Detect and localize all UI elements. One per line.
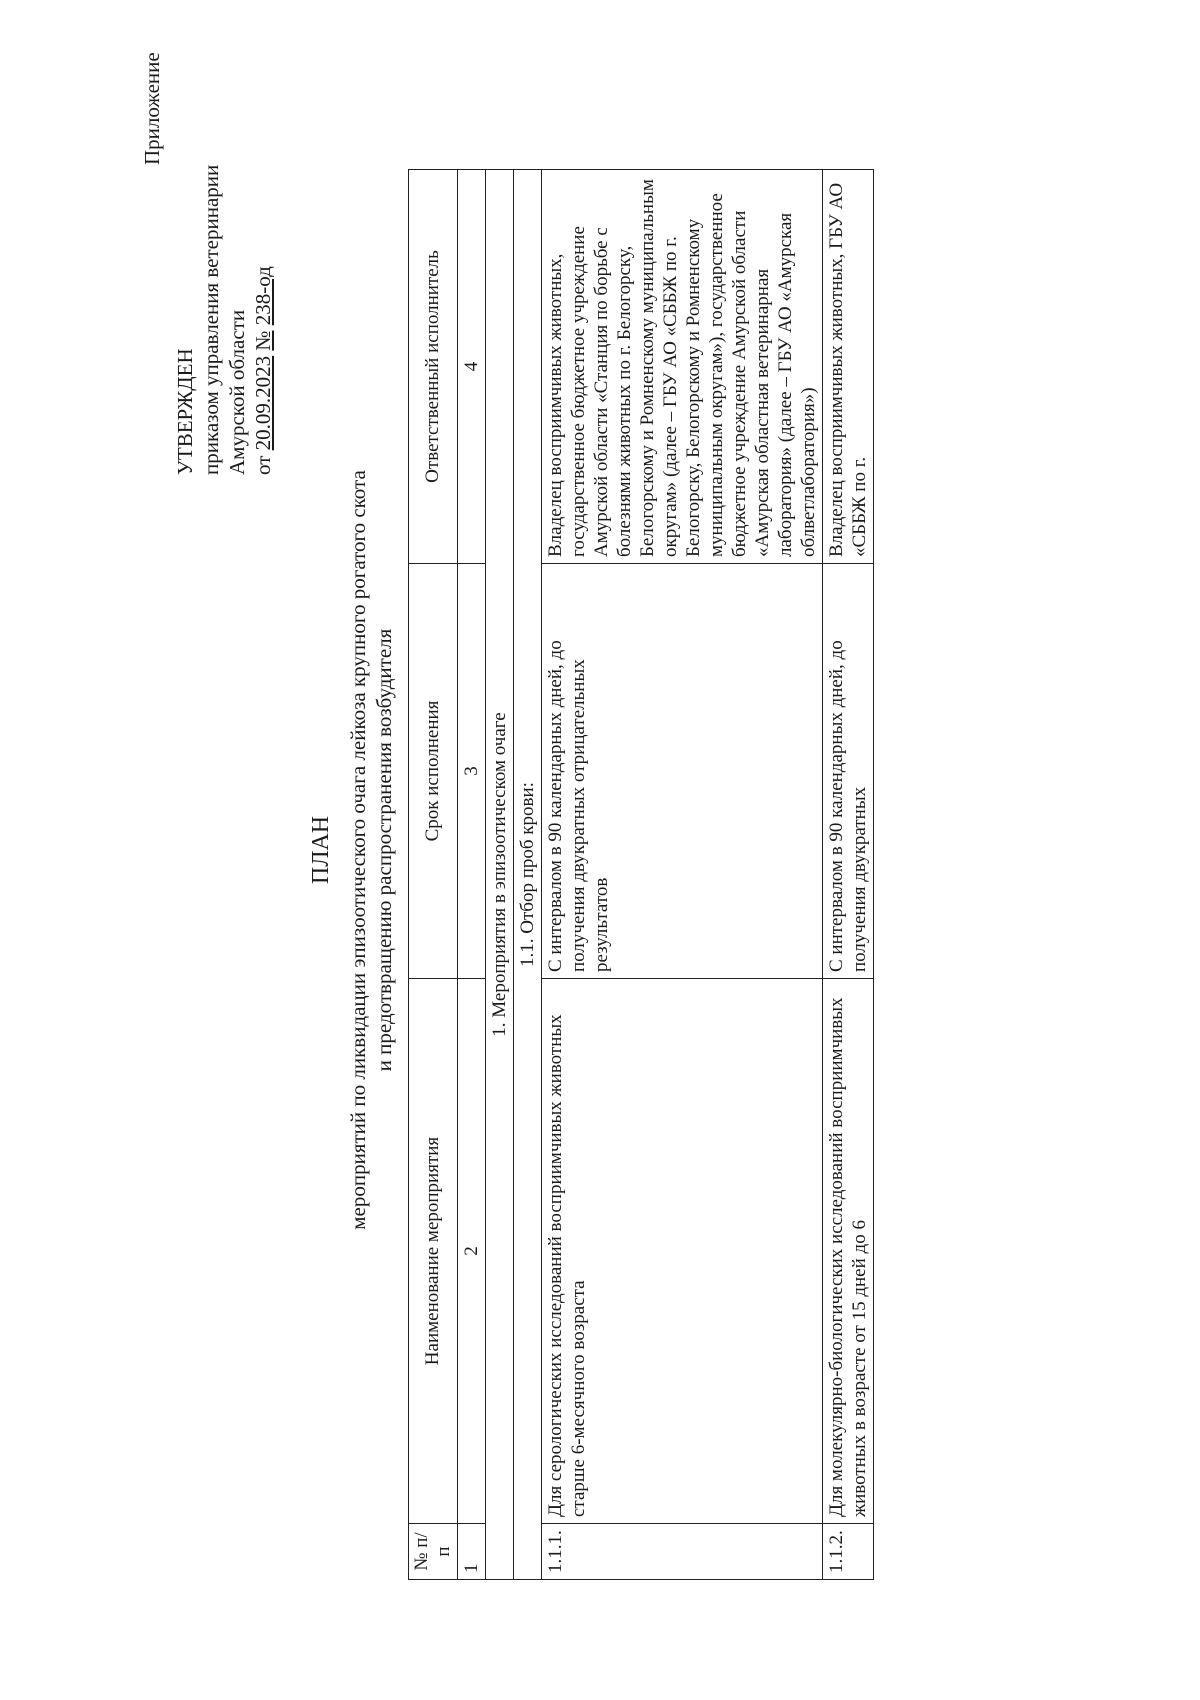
header-name: Наименование мероприятия — [409, 979, 458, 1524]
table-row — [823, 170, 874, 1580]
plan-subtitle-line: и предотвращению распространения возбудителя — [372, 628, 396, 1072]
column-number: 4 — [458, 170, 486, 564]
plan-subtitle — [345, 0, 397, 1700]
header-responsible: Ответственный исполнитель — [409, 170, 458, 564]
plan-subtitle-line: мероприятий по ликвидации эпизоотического очага лейкоза крупного рогатого скота — [346, 470, 370, 1230]
subsection-title: 1.1. Отбор проб крови: — [514, 170, 542, 1580]
from-label: от — [251, 455, 275, 475]
row-responsible: Владелец восприимчивых животных, государственное бюджетное учреждение Амурской области «Станция по борьбе с болезнями животных по г. Белогорску, Белогорскому и Ромненскому муниципальным округам» (далее – ГБУ АО «СББЖ по г. Белогорску, Белогорскому и Ромненскому муниципальным округам»), государственное бюджетное учреждение Амурской области «Амурская областная ветеринарная лаборатория» (далее – ГБУ АО «Амурская облветлаборатория») — [542, 170, 823, 564]
row-name: Для серологических исследований восприимчивых животных старше 6-месячного возраста — [542, 979, 823, 1524]
column-number: 1 — [458, 1524, 486, 1580]
column-number-row — [458, 170, 486, 1580]
appendix-label: Приложение — [140, 52, 164, 165]
approval-line: УТВЕРЖДЕН — [173, 348, 197, 475]
approval-number: 238-од — [251, 266, 275, 326]
approval-stamp — [172, 165, 276, 475]
row-deadline: С интервалом в 90 календарных дней, до получения двукратных отрицательных результатов — [542, 564, 823, 979]
row-num: 1.1.2. — [823, 1524, 874, 1580]
section-title: 1. Мероприятия в эпизоотическом очаге — [486, 170, 514, 1580]
row-name: Для молекулярно-биологических исследований восприимчивых животных в возрасте от 15 дней до 6 — [823, 979, 874, 1524]
header-row — [409, 170, 458, 1580]
approval-line: приказом управления ветеринарии — [199, 164, 223, 475]
row-deadline: С интервалом в 90 календарных дней, до получения двукратных — [823, 564, 874, 979]
section-row — [486, 170, 514, 1580]
row-responsible: Владелец восприимчивых животных, ГБУ АО «СББЖ по г. — [823, 170, 874, 564]
approval-date: 20.09.2023 — [251, 355, 275, 451]
column-number: 2 — [458, 979, 486, 1524]
header-deadline: Срок исполнения — [409, 564, 458, 979]
subsection-row — [514, 170, 542, 1580]
column-number: 3 — [458, 564, 486, 979]
row-num: 1.1.1. — [542, 1524, 823, 1580]
plan-title: ПЛАН — [308, 815, 334, 885]
header-num: № п/п — [409, 1524, 458, 1580]
number-label: № — [251, 330, 275, 351]
approval-line: Амурской области — [225, 309, 249, 475]
plan-table — [408, 169, 874, 1580]
table-row — [542, 170, 823, 1580]
approval-date-line — [250, 165, 276, 475]
